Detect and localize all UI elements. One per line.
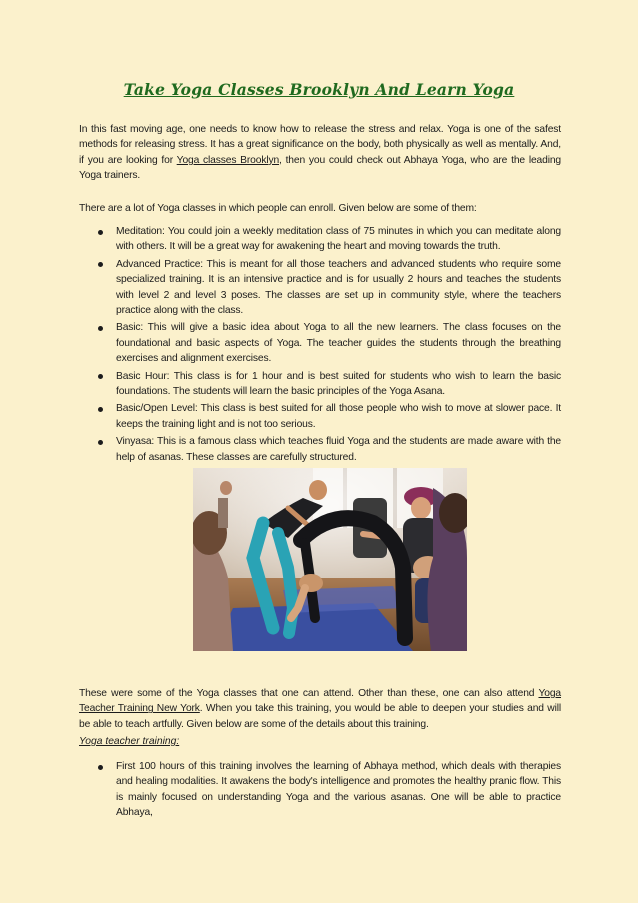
yoga-classes-brooklyn-link[interactable]: Yoga classes Brooklyn [176, 154, 280, 166]
list-item-text: Meditation: You could join a weekly meditation class of 75 minutes in which you can meditate along with others. It will be a great way for awakening the heart and moving towards the truth. [116, 226, 561, 253]
intro-paragraph [79, 122, 561, 184]
bullet-icon [98, 407, 103, 412]
bullet-icon [98, 262, 103, 267]
after-photo-text-end: . When you take this training, you would be able to deepen your studies and will be able to teach artfully. Given below are some of the details about this training. [79, 703, 561, 730]
list-item [95, 401, 561, 432]
list-item [95, 320, 561, 366]
intro-text-start: In this fast moving age, one needs to know how to release the stress and relax. Yoga is one of the safest methods for releasing stress. It has a great significance on the body, both physically as well as mentally. And, if you are looking for [79, 124, 561, 166]
yoga-teacher-training-link[interactable]: Yoga Teacher Training New York [79, 688, 561, 715]
page-title: Take Yoga Classes Brooklyn And Learn Yoga [123, 80, 515, 99]
list-item [95, 224, 561, 255]
bullet-icon [98, 440, 103, 445]
list-item-text: Vinyasa: This is a famous class which teaches fluid Yoga and the students are made aware with the help of asanas. These classes are carefully structured. [116, 436, 561, 463]
list-item-text: Basic Hour: This class is for 1 hour and is best suited for students who wish to learn the basic foundations. The students will learn the basic principles of the Yoga Asana. [116, 370, 561, 398]
bullet-icon [98, 374, 103, 379]
bullet-icon [98, 230, 103, 235]
classes-intro-paragraph: There are a lot of Yoga classes in which people can enroll. Given below are some of them: [79, 203, 477, 214]
list-item [95, 369, 561, 400]
classes-list [95, 224, 561, 467]
intro-text-end: , then you could check out Abhaya Yoga, who are the leading Yoga trainers. [79, 154, 561, 182]
list-item [95, 434, 561, 465]
list-item-text: Advanced Practice: This is meant for all those teachers and advanced students who require some specialized training. It is an intensive practice and is for usually 2 hours and teaches the students with level 2 and level 3 poses. The classes are set up in community style, where the teachers practice along with the class. [116, 258, 561, 317]
list-item-text: Basic: This will give a basic idea about Yoga to all the new learners. The class focuses on the foundational and basic aspects of Yoga. The teacher guides the students through the breathing exercises and alignment exercises. [116, 322, 561, 365]
list-item [95, 759, 561, 821]
yoga-class-photo [193, 468, 467, 651]
after-photo-text-start: These were some of the Yoga classes that one can attend. Other than these, one can also attend [79, 688, 539, 699]
list-item [95, 257, 561, 319]
bullet-icon [98, 326, 103, 331]
after-photo-paragraph [79, 686, 561, 732]
list-item-text: First 100 hours of this training involves the learning of Abhaya method, which deals with therapies and healing modalities. It awakens the body's intelligence and promotes the healthy pranic flow. This is mainly focused on understanding Yoga and the various asanas. One will be able to practice Abhaya, [116, 761, 561, 819]
training-heading: Yoga teacher training: [79, 736, 180, 747]
training-list [95, 759, 561, 823]
bullet-icon [98, 765, 103, 770]
list-item-text: Basic/Open Level: This class is best suited for all those people who wish to move at slower pace. It keeps the training light and is not too serious. [116, 403, 561, 430]
